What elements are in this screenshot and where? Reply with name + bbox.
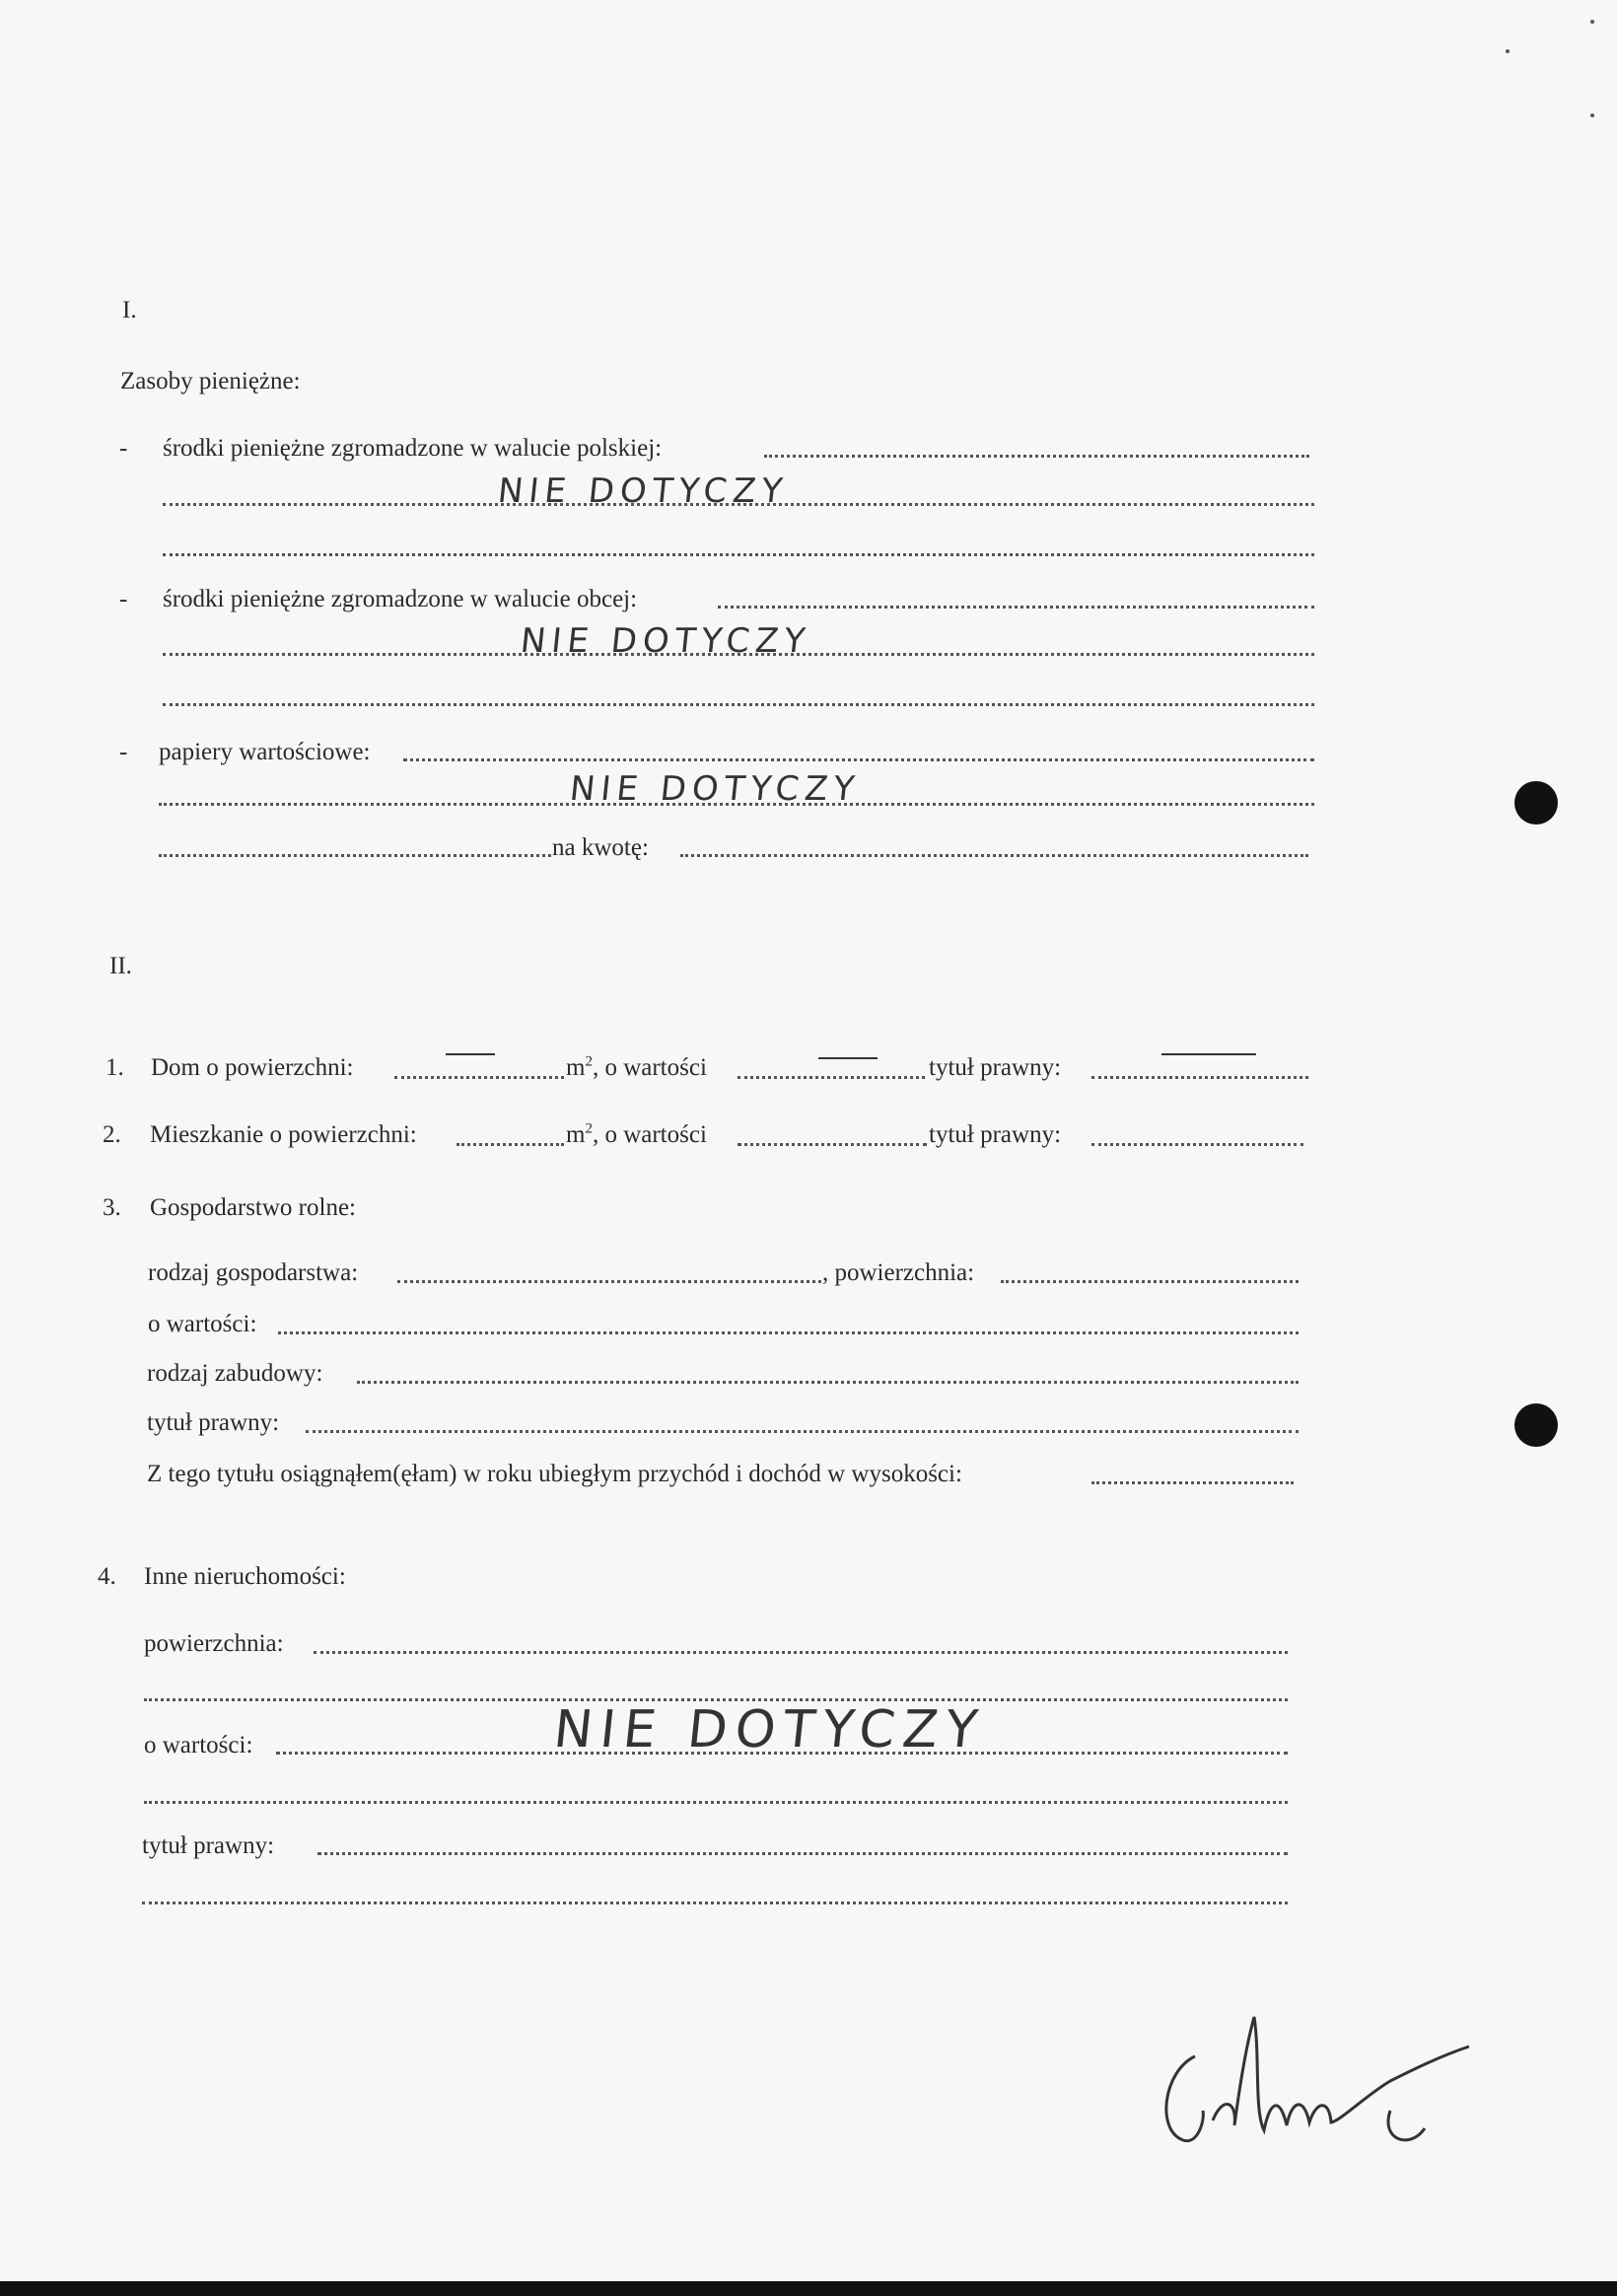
- bullet: -: [119, 739, 128, 765]
- securities-handwritten: NIE DOTYCZY: [567, 769, 863, 809]
- flat-area-label: Mieszkanie o powierzchni:: [150, 1121, 417, 1148]
- punch-hole: [1514, 1403, 1558, 1447]
- section-1-heading: Zasoby pieniężne:: [120, 368, 301, 395]
- securities-label: papiery wartościowe:: [159, 739, 371, 765]
- handwritten-dash: [1161, 1053, 1256, 1055]
- fill-line: [1091, 1076, 1308, 1079]
- fill-line: [314, 1651, 1288, 1654]
- fill-line: [1001, 1280, 1299, 1283]
- item-4-number: 4.: [98, 1563, 116, 1590]
- scan-speck: [1506, 49, 1510, 53]
- punch-hole: [1514, 781, 1558, 825]
- fill-line: [163, 653, 1314, 656]
- fill-line: [159, 854, 551, 857]
- other-area-label: powierzchnia:: [144, 1630, 284, 1657]
- handwritten-dash: [446, 1053, 495, 1055]
- farm-title-label: tytuł prawny:: [147, 1409, 280, 1436]
- house-title-label: tytuł prawny:: [929, 1054, 1062, 1081]
- other-property-handwritten: NIE DOTYCZY: [550, 1700, 989, 1759]
- handwritten-dash: [818, 1057, 878, 1059]
- section-1-numeral: I.: [122, 297, 137, 323]
- item-2-number: 2.: [103, 1121, 121, 1148]
- item-1-number: 1.: [105, 1054, 124, 1081]
- flat-title-label: tytuł prawny:: [929, 1121, 1062, 1148]
- fill-line: [394, 1076, 564, 1079]
- fill-line: [159, 803, 1314, 806]
- other-property-label: Inne nieruchomości:: [144, 1563, 346, 1590]
- fill-line: [163, 703, 1314, 706]
- amount-label: na kwotę:: [552, 834, 649, 861]
- bullet: -: [119, 435, 128, 462]
- farm-value-label: o wartości:: [148, 1311, 257, 1337]
- fill-line: [1091, 1143, 1303, 1146]
- fill-line: [457, 1143, 564, 1146]
- scan-speck: [1590, 113, 1594, 117]
- farm-income-label: Z tego tytułu osiągnąłem(ęłam) w roku ubiegłym przychód i dochód w wysokości:: [147, 1461, 962, 1487]
- fill-line: [1091, 1481, 1294, 1484]
- house-area-label: Dom o powierzchni:: [151, 1054, 354, 1081]
- fill-line: [317, 1852, 1288, 1855]
- farm-buildings-label: rodzaj zabudowy:: [147, 1360, 323, 1387]
- farm-area-label: , powierzchnia:: [822, 1259, 975, 1286]
- fill-line: [680, 854, 1308, 857]
- other-title-label: tytuł prawny:: [142, 1832, 275, 1859]
- foreign-funds-label: środki pieniężne zgromadzone w walucie obcej:: [163, 586, 638, 612]
- farm-type-label: rodzaj gospodarstwa:: [148, 1259, 359, 1286]
- fill-line: [738, 1143, 927, 1146]
- item-3-number: 3.: [103, 1194, 121, 1221]
- bullet: -: [119, 586, 128, 612]
- fill-line: [718, 606, 1314, 609]
- scan-speck: [1590, 20, 1594, 24]
- fill-line: [764, 455, 1309, 458]
- foreign-funds-handwritten: NIE DOTYCZY: [518, 621, 813, 661]
- pln-funds-handwritten: NIE DOTYCZY: [495, 471, 791, 511]
- fill-line: [163, 503, 1314, 506]
- signature: [1144, 2002, 1499, 2170]
- house-area-unit: $m^2$, o wartości: [566, 1053, 707, 1081]
- fill-line: [403, 758, 1314, 761]
- fill-line: [278, 1331, 1299, 1334]
- flat-area-unit: $m^2$, o wartości: [566, 1120, 707, 1148]
- section-2-numeral: II.: [109, 953, 132, 979]
- fill-line: [397, 1280, 821, 1283]
- fill-line: [163, 553, 1314, 556]
- pln-funds-label: środki pieniężne zgromadzone w walucie polskiej:: [163, 435, 663, 462]
- farm-label: Gospodarstwo rolne:: [150, 1194, 356, 1221]
- scan-edge: [0, 2281, 1617, 2296]
- other-value-label: o wartości:: [144, 1732, 253, 1758]
- fill-line: [306, 1430, 1299, 1433]
- fill-line: [142, 1901, 1288, 1904]
- fill-line: [144, 1801, 1288, 1804]
- fill-line: [357, 1381, 1299, 1384]
- fill-line: [738, 1076, 925, 1079]
